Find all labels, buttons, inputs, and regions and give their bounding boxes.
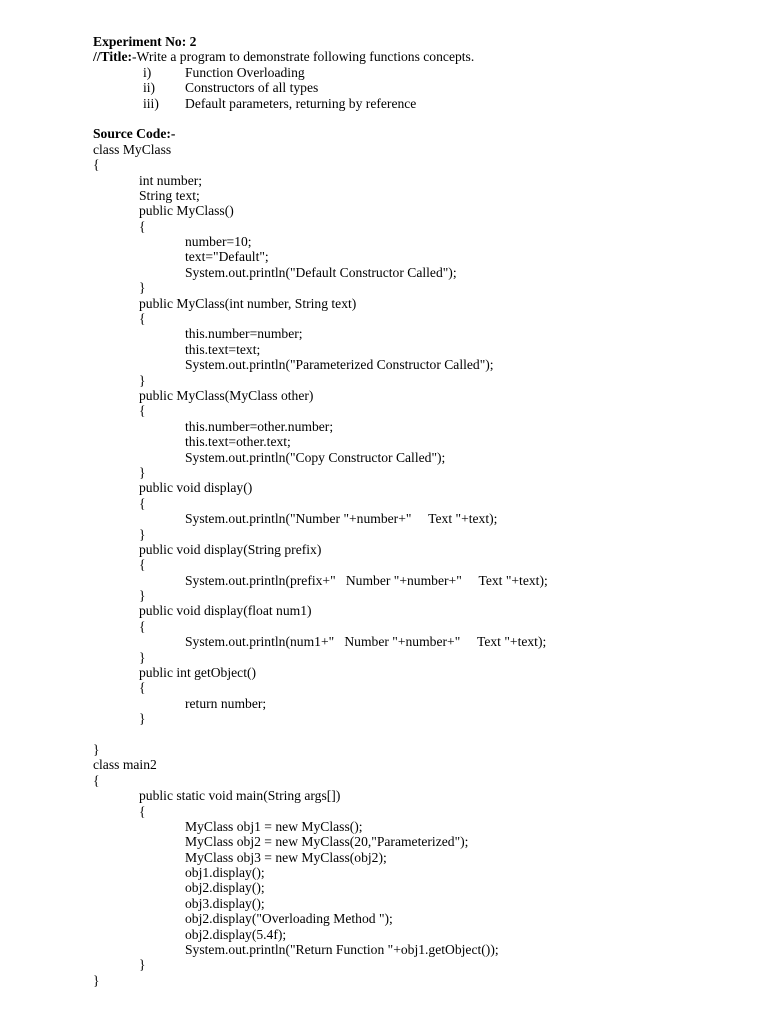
title-line — [93, 49, 753, 64]
list-item-text: Default parameters, returning by reference — [185, 95, 417, 111]
code-line: public static void main(String args[]) — [139, 788, 341, 804]
code-line: public MyClass() — [139, 203, 234, 219]
code-line: this.number=other.number; — [185, 418, 334, 434]
code-line: System.out.println("Parameterized Constructor Called"); — [185, 357, 494, 373]
experiment-heading: Experiment No: 2 — [93, 34, 197, 49]
code-line: System.out.println("Copy Constructor Called"); — [185, 449, 446, 465]
code-line: System.out.println(num1+" Number "+number+" Text "+text); — [185, 634, 547, 650]
code-line: public int getObject() — [139, 665, 257, 681]
code-line: } — [139, 649, 146, 665]
code-line: { — [93, 157, 100, 173]
code-line: } — [93, 741, 100, 757]
code-line: MyClass obj3 = new MyClass(obj2); — [185, 849, 387, 865]
code-line: obj2.display("Overloading Method "); — [185, 911, 393, 927]
code-line: { — [139, 218, 146, 234]
code-line: int number; — [139, 172, 203, 188]
code-line: } — [139, 526, 146, 542]
source-code-heading: Source Code:- — [93, 126, 176, 142]
code-line: { — [139, 311, 146, 327]
code-line: System.out.println("Number "+number+" Text "+text); — [185, 511, 498, 527]
code-line: { — [93, 772, 100, 788]
code-line: System.out.println("Default Constructor Called"); — [185, 264, 457, 280]
list-item-number: ii) — [143, 80, 156, 96]
code-line: public MyClass(MyClass other) — [139, 387, 314, 403]
list-item-number: i) — [143, 64, 152, 80]
code-line: obj2.display(5.4f); — [185, 926, 287, 942]
code-line: } — [139, 372, 146, 388]
code-line: } — [93, 972, 100, 988]
list-item-text: Function Overloading — [185, 64, 305, 80]
code-block — [93, 142, 753, 988]
code-line: } — [139, 711, 146, 727]
code-line: this.text=other.text; — [185, 434, 291, 450]
code-line: obj3.display(); — [185, 895, 265, 911]
code-line: obj1.display(); — [185, 865, 265, 881]
concept-list — [93, 65, 753, 111]
title-label: //Title: — [93, 49, 133, 65]
code-line: return number; — [185, 695, 267, 711]
code-line: { — [139, 403, 146, 419]
code-line: System.out.println(prefix+" Number "+number+" Text "+text); — [185, 572, 548, 588]
list-item — [93, 96, 753, 111]
code-line: } — [139, 957, 146, 973]
code-line: public void display(String prefix) — [139, 541, 322, 557]
code-line: } — [139, 280, 146, 296]
code-line: { — [139, 618, 146, 634]
code-line: public MyClass(int number, String text) — [139, 295, 357, 311]
code-line: MyClass obj1 = new MyClass(); — [185, 818, 363, 834]
code-line: class main2 — [93, 757, 157, 773]
code-line: obj2.display(); — [185, 880, 265, 896]
code-line: text="Default"; — [185, 249, 269, 265]
code-line: this.number=number; — [185, 326, 303, 342]
code-line: this.text=text; — [185, 341, 261, 357]
code-line: } — [139, 464, 146, 480]
code-line: { — [139, 495, 146, 511]
code-line: } — [139, 588, 146, 604]
code-line: MyClass obj2 = new MyClass(20,"Parameterized"); — [185, 834, 469, 850]
list-item — [93, 65, 753, 80]
document-page — [93, 34, 753, 988]
code-line: number=10; — [185, 234, 252, 250]
code-line: System.out.println("Return Function "+obj1.getObject()); — [185, 942, 499, 958]
list-item — [93, 80, 753, 95]
code-line: class MyClass — [93, 141, 172, 157]
code-line: { — [139, 803, 146, 819]
code-line: { — [139, 680, 146, 696]
list-item-number: iii) — [143, 95, 159, 111]
title-text: -Write a program to demonstrate following functions concepts. — [132, 49, 475, 65]
code-line: { — [139, 557, 146, 573]
code-line: public void display() — [139, 480, 253, 496]
code-line: public void display(float num1) — [139, 603, 312, 619]
list-item-text: Constructors of all types — [185, 80, 319, 96]
code-line — [93, 727, 753, 742]
spacer — [93, 111, 753, 126]
code-line: String text; — [139, 187, 200, 203]
